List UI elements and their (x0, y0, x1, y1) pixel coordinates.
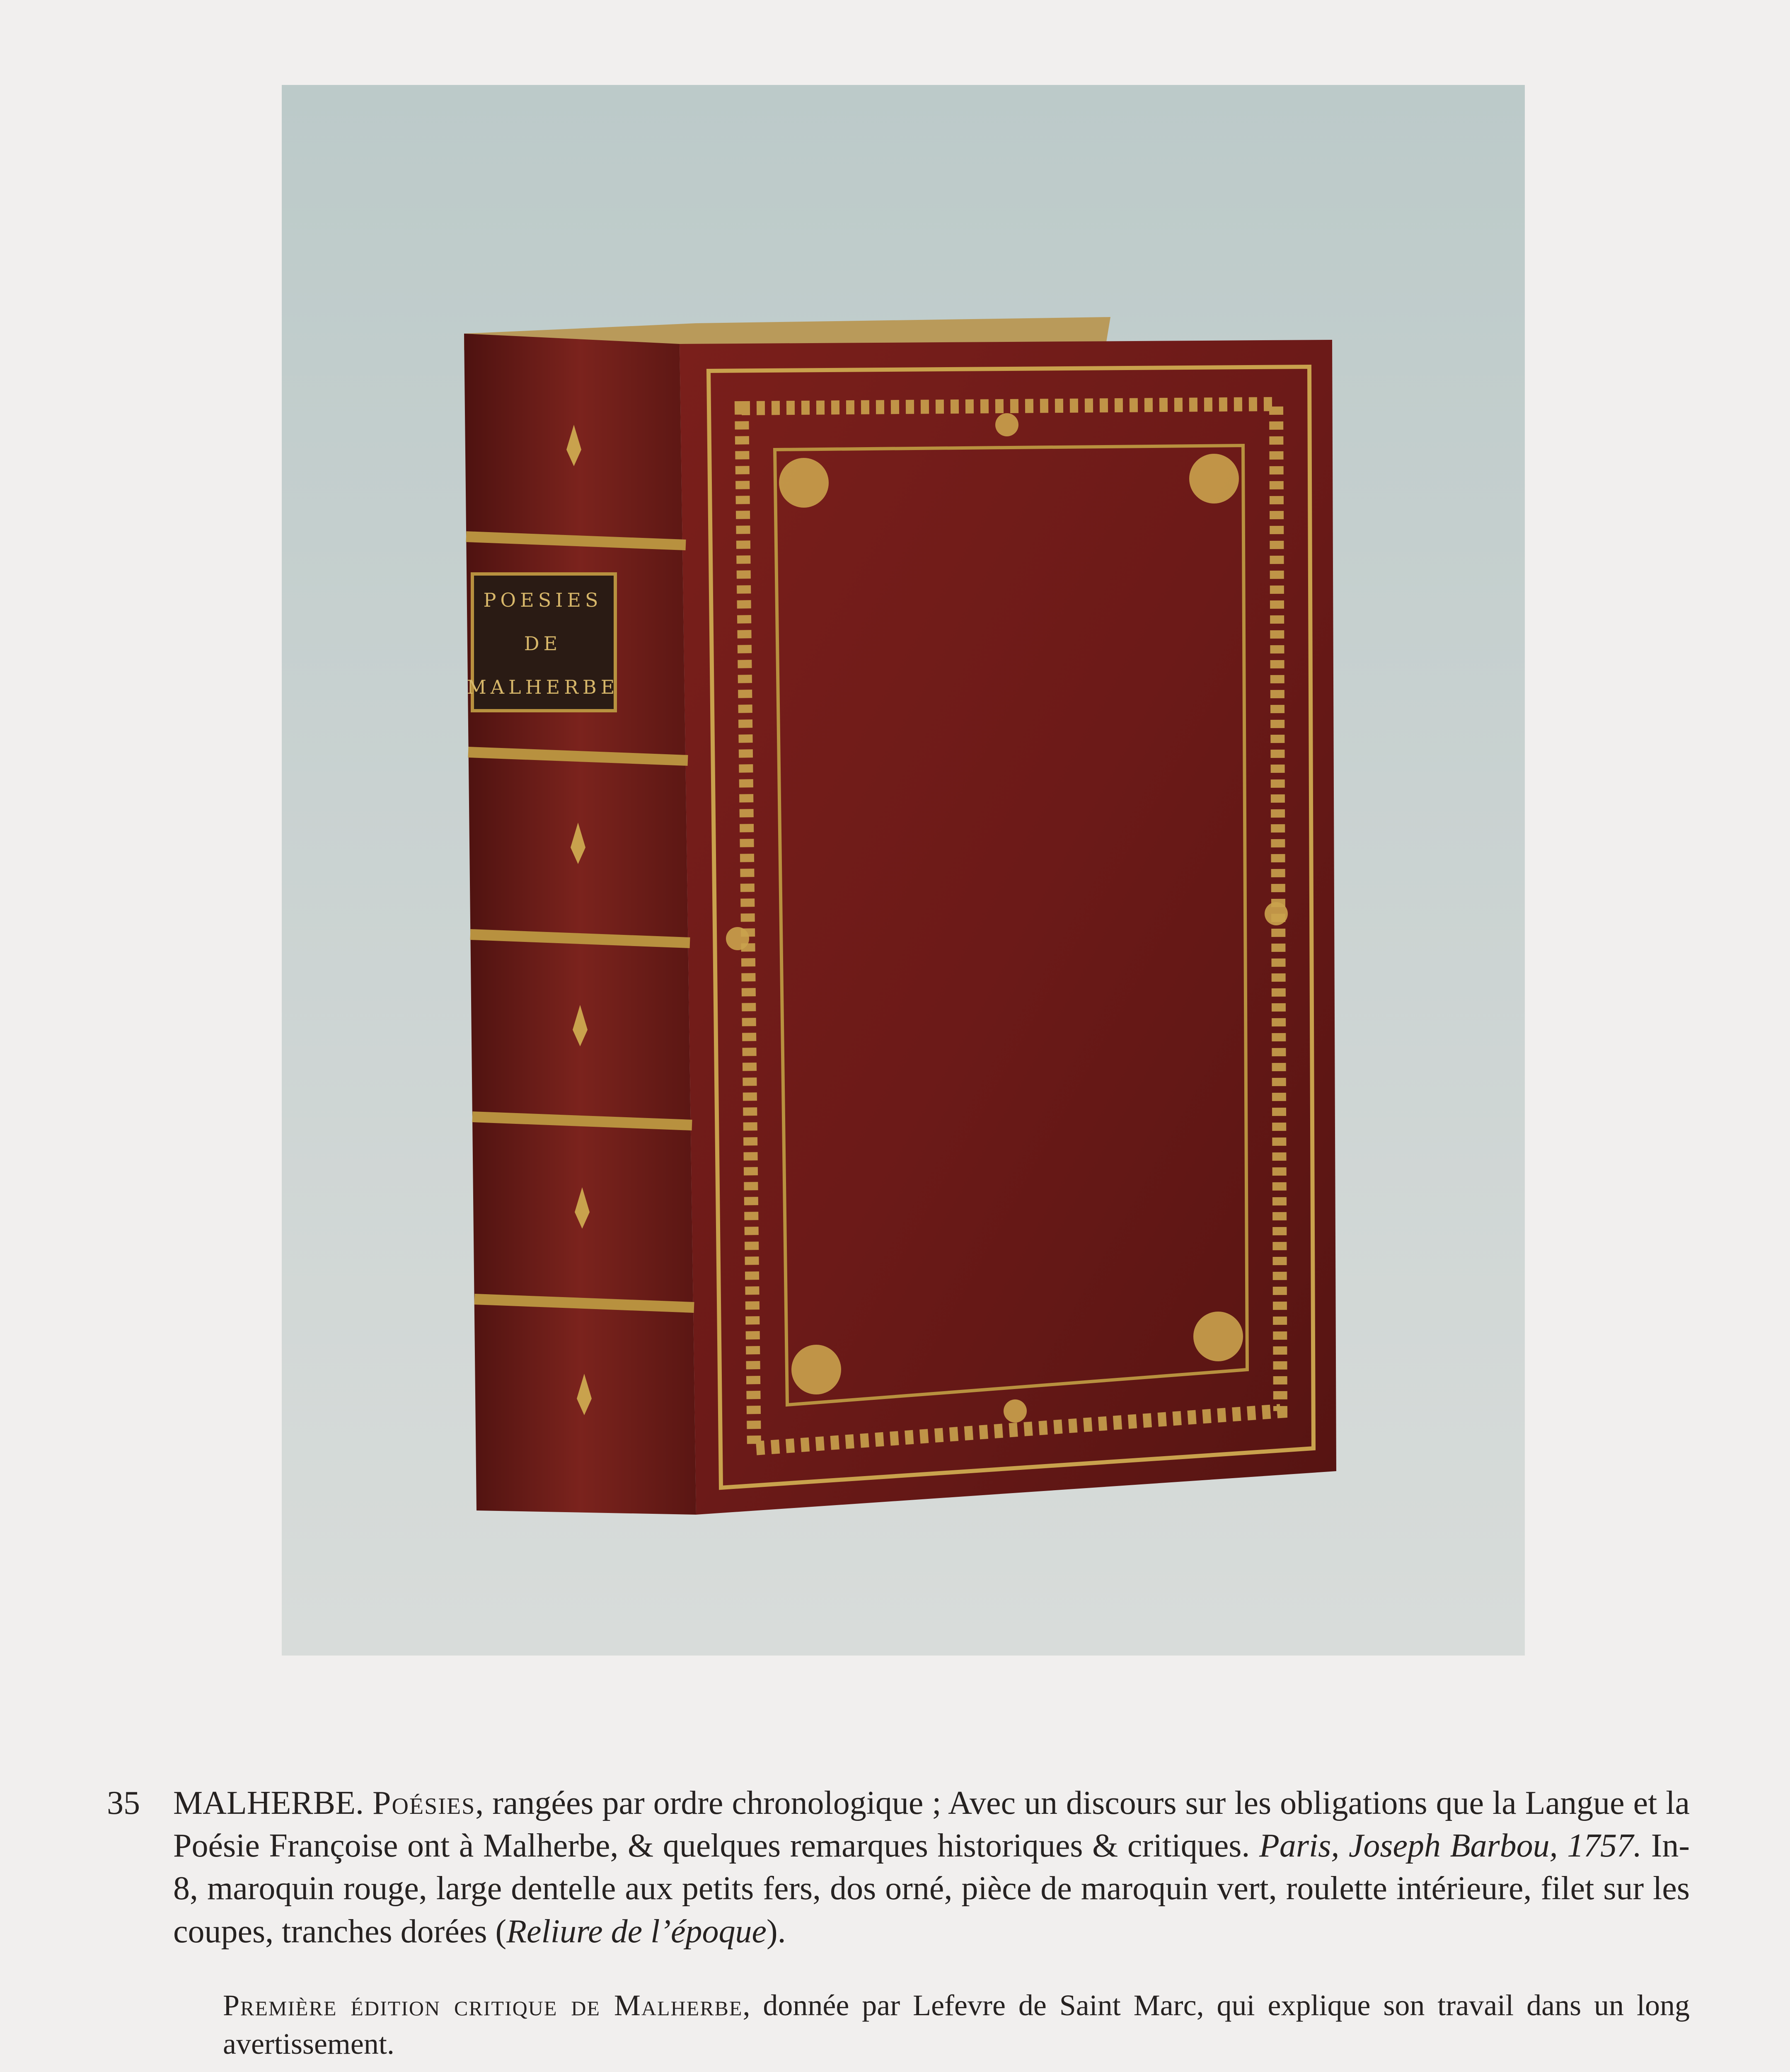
note-text: , donnée par Lefevre de Saint Marc, qui explique son travail dans un long avertissement. (223, 1988, 1690, 2061)
book-spine (464, 334, 696, 1515)
spine-label-line: DE (524, 632, 562, 655)
spine-label-line: POESIES (483, 588, 602, 611)
physical-description: In-8, maroquin rouge, large dentelle aux petits fers, dos orné, pièce de maroquin vert, roulette intérieure, filet sur les coupes, tranches dorées ( (173, 1828, 1690, 1950)
note-emphasis: Première édition critique de Malherbe (223, 1988, 743, 2022)
title-continuation: , rangées par ordre chronologique ; Avec un discours sur les obligations que la Langue et la Poésie Françoise ont à Malherbe, & quelques remarques historiques & critiques. (173, 1785, 1690, 1864)
spine-label-line: MALHERBE (467, 675, 619, 698)
author-name: MALHERBE. (173, 1785, 364, 1821)
imprint: Paris, Joseph Barbou, 1757. (1259, 1828, 1642, 1864)
catalogue-entry (107, 1782, 1690, 2072)
book-photograph (282, 85, 1525, 1656)
entry-heading (173, 1782, 1690, 1953)
spine-title-label (467, 578, 619, 709)
book-title: Poésies (372, 1785, 476, 1821)
binding-note: Reliure de l’époque (506, 1913, 767, 1950)
binding-close: ). (767, 1913, 786, 1950)
notes (223, 1986, 1690, 2072)
lot-number: 35 (107, 1785, 140, 1821)
note-paragraph (223, 1986, 1690, 2064)
book-illustration (282, 85, 1525, 1656)
